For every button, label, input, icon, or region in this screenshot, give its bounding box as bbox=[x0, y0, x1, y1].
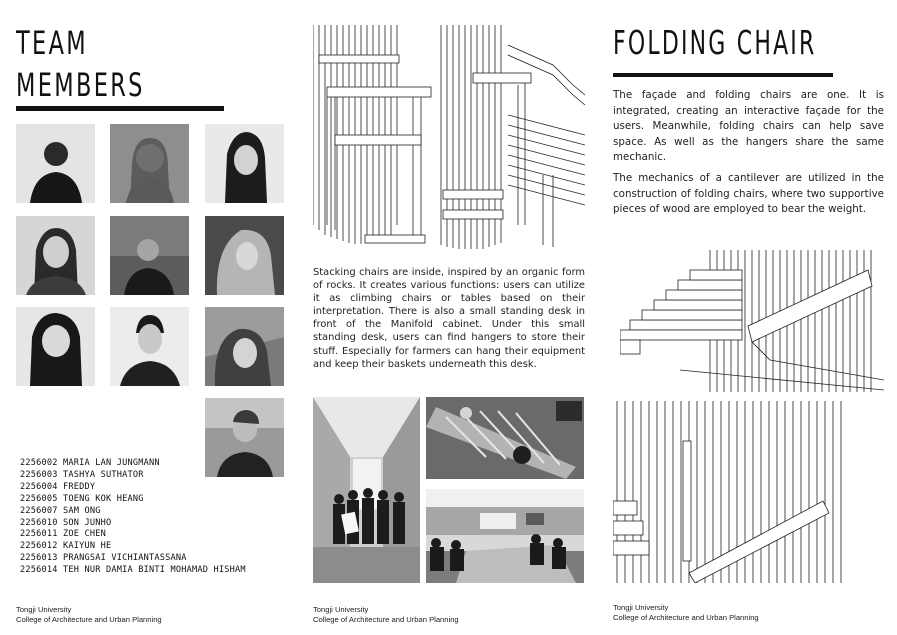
member-photo-2 bbox=[110, 124, 189, 203]
folding-chair-underline bbox=[613, 73, 833, 77]
member-item: 2256007 SAM ONG bbox=[20, 505, 101, 516]
footer-college: College of Architecture and Urban Planning bbox=[16, 615, 162, 624]
member-photo-4 bbox=[16, 216, 95, 295]
cantilever-detail-drawing bbox=[620, 250, 884, 392]
member-item: 2256003 TASHYA SUTHATOR bbox=[20, 469, 144, 480]
member-item: 2256010 SON JUNHO bbox=[20, 517, 112, 528]
member-photo-3 bbox=[205, 124, 284, 203]
facade-paragraph: The façade and folding chairs are one. It is integrated, creating an interactive façade for the users. Meanwhile, folding chairs can help save space. As well as the hangers share the same mechanic. bbox=[613, 89, 884, 164]
team-title-underline bbox=[16, 106, 224, 111]
footer-university: Tongji University bbox=[313, 605, 369, 614]
member-item: 2256014 TEH NUR DAMIA BINTI MOHAMAD HISHAM bbox=[20, 565, 246, 576]
corridor-group-photo bbox=[313, 397, 420, 583]
member-item: 2256011 ZOE CHEN bbox=[20, 529, 106, 540]
member-photo-1 bbox=[16, 124, 95, 203]
stacking-chair-drawing bbox=[313, 25, 585, 250]
footer-middle bbox=[313, 605, 459, 625]
folding-chair-title: FOLDING CHAIR bbox=[613, 23, 817, 62]
member-photo-8 bbox=[110, 307, 189, 386]
member-list bbox=[20, 458, 290, 577]
member-photo-5 bbox=[110, 216, 189, 295]
team-title bbox=[16, 22, 145, 106]
stacking-chair-description: Stacking chairs are inside, inspired by an organic form of rocks. It creates various functions: users can utilize it as climbing chairs or tables based on their interpretation. There is also a small standing desk in front of the Manifold cabinet. Under this small standing desk, users can find hangers to store their stuff. Especially for farmers can hang their equipment and keep their baskets underneath this desk. bbox=[313, 267, 585, 370]
studio-meeting-photo bbox=[426, 489, 584, 583]
member-item: 2256012 KAIYUN HE bbox=[20, 541, 112, 552]
footer-college: College of Architecture and Urban Planning bbox=[613, 613, 759, 622]
folding-chair-drawing bbox=[613, 401, 849, 583]
member-photo-7 bbox=[16, 307, 95, 386]
footer-college: College of Architecture and Urban Planning bbox=[313, 615, 459, 624]
footer-left bbox=[16, 605, 162, 625]
footer-right bbox=[613, 603, 759, 623]
footer-university: Tongji University bbox=[16, 605, 72, 614]
member-item: 2256002 MARIA LAN JUNGMANN bbox=[20, 458, 160, 468]
member-photo-6 bbox=[205, 216, 284, 295]
team-title-line1: TEAM bbox=[16, 24, 88, 62]
team-title-line2: MEMBERS bbox=[16, 66, 145, 104]
cantilever-paragraph: The mechanics of a cantilever are utilized in the construction of folding chairs, where two supportive pieces of wood are employed to bear the weight. bbox=[613, 172, 884, 216]
footer-university: Tongji University bbox=[613, 603, 669, 612]
member-item: 2256005 TOENG KOK HEANG bbox=[20, 493, 144, 504]
member-photo-9 bbox=[205, 307, 284, 386]
member-item: 2256004 FREDDY bbox=[20, 481, 96, 492]
member-item: 2256013 PRANGSAI VICHIANTASSANA bbox=[20, 553, 187, 564]
workshop-photo bbox=[426, 397, 584, 479]
